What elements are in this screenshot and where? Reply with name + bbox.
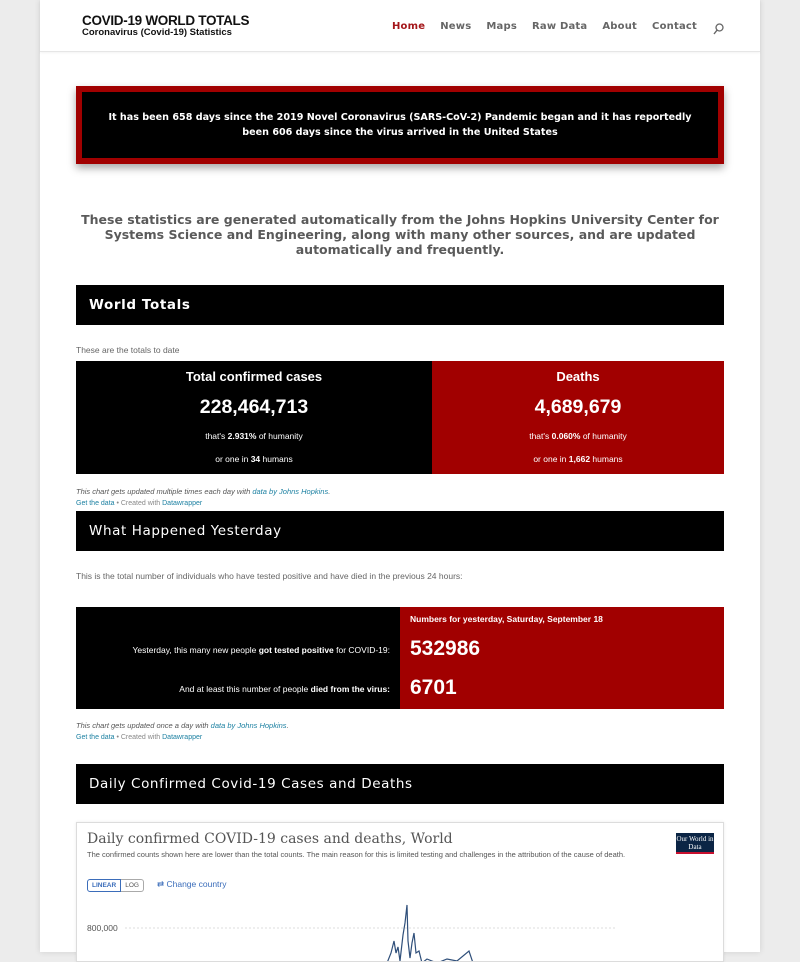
deaths-percent: that's 0.060% of humanity xyxy=(529,431,627,441)
cases-title: Total confirmed cases xyxy=(185,369,323,384)
main-nav xyxy=(377,20,724,32)
yesterday-date-header: Numbers for yesterday, Saturday, September 18 xyxy=(410,614,603,624)
cases-panel xyxy=(76,361,432,474)
yesterday-credit-line: This chart gets updated once a day with data by Johns Hopkins. xyxy=(76,721,289,730)
world-totals-heading: World Totals xyxy=(76,285,724,325)
yesterday-credit xyxy=(76,721,289,741)
nav-contact[interactable]: Contact xyxy=(652,20,697,32)
site-header xyxy=(40,0,760,52)
scale-toggle xyxy=(87,879,144,892)
y-axis-tick: 800,000 xyxy=(87,923,118,933)
deaths-ratio: or one in 1,662 humans xyxy=(533,454,623,464)
site-logo[interactable] xyxy=(82,14,249,38)
totals-datawrapper-link[interactable]: Datawrapper xyxy=(162,500,203,507)
yesterday-datawrapper-link[interactable]: Datawrapper xyxy=(162,734,203,741)
logo-title: COVID-19 WORLD TOTALS xyxy=(82,13,250,28)
owid-chart-embed[interactable] xyxy=(76,822,724,962)
yesterday-subtext: This is the total number of individuals who have tested positive and have died in the previous 24 hours: xyxy=(76,571,463,581)
new-deaths-value: 6701 xyxy=(410,676,457,699)
deaths-title: Deaths xyxy=(556,369,600,384)
banner-inner xyxy=(82,92,718,158)
log-toggle[interactable]: LOG xyxy=(121,879,144,892)
nav-news[interactable]: News xyxy=(440,20,472,32)
logo-subtitle: Coronavirus (Covid-19) Statistics xyxy=(82,27,232,38)
world-totals-subtext: These are the totals to date xyxy=(76,345,180,355)
search-icon[interactable] xyxy=(713,20,724,32)
yesterday-values xyxy=(400,607,724,709)
cases-ratio: or one in 34 humans xyxy=(215,454,293,464)
yesterday-get-data-link[interactable]: Get the data xyxy=(76,734,115,741)
intro-text: These statistics are generated automatically from the Johns Hopkins University Center for Systems Science and Engineering, along with many other sources, and are updated automatically and frequently. xyxy=(81,212,719,257)
cases-line xyxy=(387,905,477,962)
nav-maps[interactable]: Maps xyxy=(486,20,517,32)
yesterday-jhu-link[interactable]: data by Johns Hopkins xyxy=(210,721,287,730)
owid-chart-title: Daily confirmed COVID-19 cases and deaths, World xyxy=(87,831,453,847)
world-totals-table xyxy=(76,361,724,474)
yesterday-heading: What Happened Yesterday xyxy=(76,511,724,551)
nav-about[interactable]: About xyxy=(602,20,638,32)
page xyxy=(40,0,760,952)
nav-raw-data[interactable]: Raw Data xyxy=(532,20,588,32)
totals-credit-line: This chart gets updated multiple times each day with data by Johns Hopkins. xyxy=(76,487,331,496)
cases-percent: that's 2.931% of humanity xyxy=(205,431,303,441)
daily-heading: Daily Confirmed Covid-19 Cases and Deaths xyxy=(76,764,724,804)
deaths-panel xyxy=(432,361,724,474)
totals-credit-meta: Get the data • Created with Datawrapper xyxy=(76,500,203,507)
linear-toggle[interactable]: LINEAR xyxy=(87,879,121,892)
swap-icon: ⇄ xyxy=(157,879,167,889)
nav-home[interactable]: Home xyxy=(391,20,426,32)
new-cases-label: Yesterday, this many new people got tested positive for COVID-19: xyxy=(132,645,390,655)
owid-chart-subtitle: The confirmed counts shown here are lower than the total counts. The main reason for this is limited testing and challenges in the attribution of the cause of death. xyxy=(87,850,626,859)
cases-value: 228,464,713 xyxy=(199,396,309,418)
yesterday-table xyxy=(76,607,724,709)
yesterday-credit-meta: Get the data • Created with Datawrapper xyxy=(76,734,203,741)
pandemic-banner xyxy=(76,86,724,164)
deaths-value: 4,689,679 xyxy=(534,396,622,418)
new-deaths-label: And at least this number of people died from the virus: xyxy=(179,684,390,694)
totals-credit xyxy=(76,487,330,507)
owid-logo[interactable]: Our World in Data xyxy=(676,833,714,854)
change-country-button[interactable]: ⇄ Change country xyxy=(157,879,227,889)
banner-text: It has been 658 days since the 2019 Novel Coronavirus (SARS-CoV-2) Pandemic began and it has reportedly been 606 days since the virus arrived in the United States xyxy=(108,112,692,138)
yesterday-labels xyxy=(76,607,400,709)
new-cases-value: 532986 xyxy=(410,637,481,660)
totals-jhu-link[interactable]: data by Johns Hopkins xyxy=(252,487,329,496)
totals-get-data-link[interactable]: Get the data xyxy=(76,500,115,507)
